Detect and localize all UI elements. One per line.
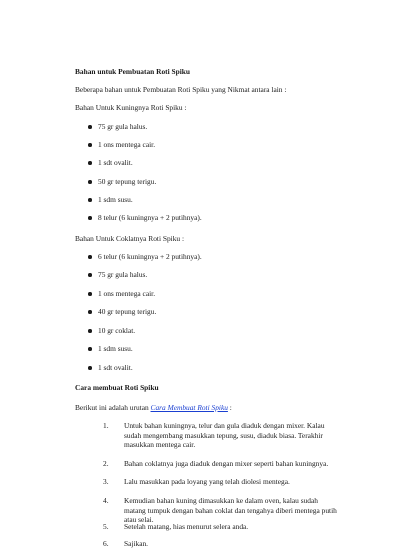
step-item: 1. Untuk bahan kuningnya, telur dan gula diaduk dengan mixer. Kalau sudah mengembang masukkan tepung, susu, diaduk biasa. Terakhir masukkan mentega cair.: [103, 421, 325, 450]
bullet-icon: [88, 347, 92, 351]
kuning-subheading: Bahan Untuk Kuningnya Roti Spiku :: [75, 103, 187, 112]
bullet-icon: [88, 366, 92, 370]
step-item: 4. Kemudian bahan kuning dimasukkan ke dalam oven, kalau sudah matang tumpuk dengan bahan coklat dan tengahya diberi mentega putih atau selai.: [103, 496, 337, 525]
method-heading: Cara membuat Roti Spiku: [75, 383, 159, 392]
bullet-icon: [88, 273, 92, 277]
bullet-icon: [88, 198, 92, 202]
step-item: 2. Bahan coklatnya juga diaduk dengan mixer seperti bahan kuningnya.: [103, 459, 329, 468]
step-item: 6. Sajikan.: [103, 539, 149, 548]
list-item: 1 sdt ovalit.: [98, 363, 133, 372]
list-item: 1 sdm susu.: [98, 195, 133, 204]
bullet-icon: [88, 292, 92, 296]
bullet-icon: [88, 329, 92, 333]
bullet-icon: [88, 180, 92, 184]
list-item: 8 telur (6 kuningnya + 2 putihnya).: [98, 213, 202, 222]
list-item: 40 gr tepung terigu.: [98, 307, 156, 316]
list-item: 1 sdm susu.: [98, 344, 133, 353]
list-item: 75 gr gula halus.: [98, 270, 147, 279]
intro-paragraph: Beberapa bahan untuk Pembuatan Roti Spiku yang Nikmat antara lain :: [75, 85, 287, 94]
step-item: 3. Lalu masukkan pada loyang yang telah diolesi mentega.: [103, 477, 290, 486]
method-link[interactable]: Cara Membuat Roti Spiku: [150, 403, 228, 412]
bullet-icon: [88, 216, 92, 220]
method-intro: Berikut ini adalah urutan Cara Membuat Roti Spiku :: [75, 403, 232, 412]
list-item: 6 telur (6 kuningnya + 2 putihnya).: [98, 252, 202, 261]
bullet-icon: [88, 143, 92, 147]
bullet-icon: [88, 255, 92, 259]
list-item: 10 gr coklat.: [98, 326, 135, 335]
section-heading: Bahan untuk Pembuatan Roti Spiku: [75, 67, 191, 76]
list-item: 1 sdt ovalit.: [98, 158, 133, 167]
coklat-subheading: Bahan Untuk Coklatnya Roti Spiku :: [75, 234, 185, 243]
bullet-icon: [88, 161, 92, 165]
bullet-icon: [88, 310, 92, 314]
list-item: 75 gr gula halus.: [98, 122, 147, 131]
list-item: 1 ons mentega cair.: [98, 140, 155, 149]
list-item: 1 ons mentega cair.: [98, 289, 155, 298]
step-item: 5. Setelah matang, hias menurut selera anda.: [103, 522, 249, 531]
bullet-icon: [88, 125, 92, 129]
list-item: 50 gr tepung terigu.: [98, 177, 156, 186]
